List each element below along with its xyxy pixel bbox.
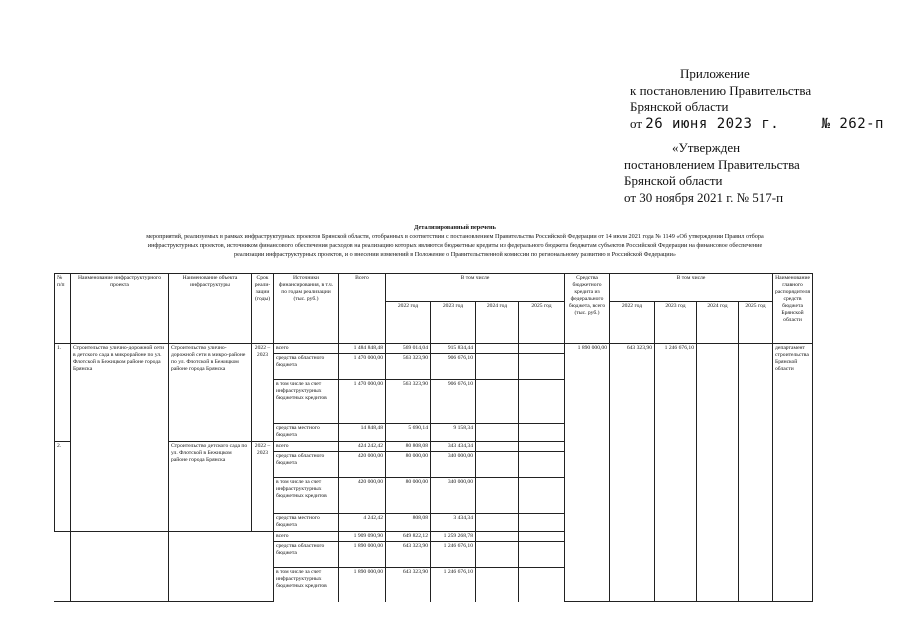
row2-total-0: 424 242,42 <box>339 442 386 452</box>
row1-2025-2 <box>519 380 565 424</box>
row2-source-2: в том числе за счет инфраструктурных бюджетных кредитов <box>274 478 339 514</box>
row1-2022-1: 563 323,90 <box>386 354 431 380</box>
credit-total: 1 890 000,00 <box>565 344 610 602</box>
approved-block <box>624 140 884 206</box>
row1-source-3: средства местного бюджета <box>274 424 339 442</box>
title-heading: Детализированный перечень <box>414 224 496 231</box>
row1-2023-1: 906 676,10 <box>431 354 476 380</box>
header-2024: 2024 год <box>476 302 519 344</box>
row1-2025-0 <box>519 344 565 354</box>
row1-2024-3 <box>476 424 519 442</box>
totals-2023-0: 1 259 268,78 <box>431 532 476 542</box>
approved-title: «Утвержден <box>672 140 741 155</box>
row2-2022-2: 80 000,00 <box>386 478 431 514</box>
header-source: Источники финансирования, в т.ч. по годам реализации (тыс. руб.) <box>274 274 339 344</box>
row2-2025-1 <box>519 452 565 478</box>
totals-total-2: 1 890 000,00 <box>339 568 386 602</box>
totals-2022-2: 643 323,90 <box>386 568 431 602</box>
row1-object: Строительство улично-дорожной сети в микро-районе по ул. Флотской в Бежицком районе города Брянска <box>169 344 252 442</box>
row2-2025-3 <box>519 514 565 532</box>
approved-line-2: постановлением Правительства <box>624 156 800 172</box>
totals-2024-1 <box>476 542 519 568</box>
header-row-1 <box>55 274 898 302</box>
row2-2024-2 <box>476 478 519 514</box>
header-total: Всего <box>339 274 386 344</box>
totals-2023-2: 1 246 676,10 <box>431 568 476 602</box>
header-2022: 2022 год <box>386 302 431 344</box>
header-credit: Средства бюджетного кредита из федерального бюджета, всего (тыс. руб.) <box>565 274 610 344</box>
totals-2025-1 <box>519 542 565 568</box>
credit-2024 <box>697 344 739 602</box>
row2-2023-3: 3 434,34 <box>431 514 476 532</box>
header-2023: 2023 год <box>431 302 476 344</box>
row2-2023-2: 340 000,00 <box>431 478 476 514</box>
appendix-date <box>630 116 779 133</box>
row1-source-1: средства областного бюджета <box>274 354 339 380</box>
totals-object-blank <box>169 532 274 602</box>
date-value: 26 июня 2023 г. <box>645 115 780 132</box>
row1-total-2: 1 470 000,00 <box>339 380 386 424</box>
row2-2023-0: 343 434,34 <box>431 442 476 452</box>
row1-2024-0 <box>476 344 519 354</box>
totals-2024-0 <box>476 532 519 542</box>
row1-2025-1 <box>519 354 565 380</box>
date-prefix: от <box>630 115 643 131</box>
header-credit-2023: 2023 год <box>655 302 697 344</box>
title-line-1: мероприятий, реализуемых в рамках инфраструктурных проектов Брянской области, отобранных в соответствии с постановлением Правительства Российской Федерации от 14 июля 2021 года № 1149 «Об утверждении Правил отбора <box>146 233 764 240</box>
row2-2022-0: 80 808,08 <box>386 442 431 452</box>
table-row <box>55 344 898 354</box>
row1-source-0: всего <box>274 344 339 354</box>
header-num: № п/п <box>55 274 71 344</box>
document-title <box>60 223 850 259</box>
totals-total-1: 1 890 000,00 <box>339 542 386 568</box>
row2-2024-3 <box>476 514 519 532</box>
title-line-2: инфраструктурных проектов, источником финансового обеспечения расходов на реализацию которых являются бюджетные кредиты из федерального бюджета бюджетам субъектов Российской Федерации на финансовое обеспечение <box>147 242 763 249</box>
row1-total-1: 1 470 000,00 <box>339 354 386 380</box>
manager: департамент строительства Брянской области <box>773 344 813 602</box>
row1-total-3: 14 848,48 <box>339 424 386 442</box>
header-object: Наименование объекта инфраструктуры <box>169 274 252 344</box>
row1-2025-3 <box>519 424 565 442</box>
row2-2024-1 <box>476 452 519 478</box>
row2-total-1: 420 000,00 <box>339 452 386 478</box>
row2-total-3: 4 242,42 <box>339 514 386 532</box>
row1-total-0: 1 484 848,48 <box>339 344 386 354</box>
row1-2024-2 <box>476 380 519 424</box>
row2-2025-0 <box>519 442 565 452</box>
row1-2022-0: 569 014,04 <box>386 344 431 354</box>
appendix-date-row <box>624 116 884 133</box>
row2-source-0: всего <box>274 442 339 452</box>
totals-total-0: 1 909 090,90 <box>339 532 386 542</box>
row1-source-2: в том числе за счет инфраструктурных бюджетных кредитов <box>274 380 339 424</box>
header-incl-credit: В том числе <box>610 274 773 302</box>
appendix-line-3: Брянской области <box>630 99 729 114</box>
row2-2022-1: 80 000,00 <box>386 452 431 478</box>
row2-2023-1: 340 000,00 <box>431 452 476 478</box>
row1-2023-0: 915 834,44 <box>431 344 476 354</box>
row2-source-3: средства местного бюджета <box>274 514 339 532</box>
row1-2022-3: 5 690,14 <box>386 424 431 442</box>
header-manager: Наименование главного распорядителя средств бюджета Брянской области <box>773 274 813 344</box>
approved-line-4: от 30 ноября 2021 г. № 517-п <box>624 189 784 205</box>
header-credit-2022: 2022 год <box>610 302 655 344</box>
appendix-title: Приложение <box>680 66 750 81</box>
credit-2022: 643 323,90 <box>610 344 655 602</box>
totals-2025-0 <box>519 532 565 542</box>
totals-num-blank <box>55 532 71 602</box>
title-line-3: реализации инфраструктурных проектов, и о внесении изменений в Положение о Правительственной комиссии по региональному развитию в Российской Федерации» <box>234 251 676 258</box>
row2-2024-0 <box>476 442 519 452</box>
header-incl: В том числе <box>386 274 565 302</box>
row2-2025-2 <box>519 478 565 514</box>
totals-2023-1: 1 246 676,10 <box>431 542 476 568</box>
approved-line-3: Брянской области <box>624 173 723 188</box>
row2-2022-3: 808,08 <box>386 514 431 532</box>
totals-2022-1: 643 323,90 <box>386 542 431 568</box>
header-credit-2024: 2024 год <box>697 302 739 344</box>
row1-num: 1. <box>55 344 71 442</box>
row1-project: Строительство улично-дорожной сети в детского сада в микрорайоне по ул. Флотской в Бежицком районе города Брянска <box>71 344 169 532</box>
totals-source-2: в том числе за счет инфраструктурных бюджетных кредитов <box>274 568 339 602</box>
row1-term: 2022 – 2023 <box>252 344 274 442</box>
projects-table <box>54 273 898 602</box>
row2-num: 2. <box>55 442 71 532</box>
row1-2022-2: 563 323,90 <box>386 380 431 424</box>
totals-2025-2 <box>519 568 565 602</box>
credit-2023: 1 246 676,10 <box>655 344 697 602</box>
resolution-number: № 262-п <box>821 115 884 132</box>
header-credit-2025: 2025 год <box>739 302 773 344</box>
row2-total-2: 420 000,00 <box>339 478 386 514</box>
totals-source-0: всего <box>274 532 339 542</box>
appendix-block <box>624 66 884 132</box>
totals-project-blank <box>71 532 169 602</box>
header-2025: 2025 год <box>519 302 565 344</box>
totals-2022-0: 649 822,12 <box>386 532 431 542</box>
row1-2023-2: 906 676,10 <box>431 380 476 424</box>
appendix-line-2: к постановлению Правительства <box>630 82 812 98</box>
header-project: Наименование инфраструктурного проекта <box>71 274 169 344</box>
row2-source-1: средства областного бюджета <box>274 452 339 478</box>
totals-2024-2 <box>476 568 519 602</box>
row2-object: Строительство детского сада по ул. Флотской в Бежицком районе города Брянска <box>169 442 252 532</box>
header-term: Срок реали-зации (годы) <box>252 274 274 344</box>
row2-term: 2022 – 2023 <box>252 442 274 532</box>
credit-2025 <box>739 344 773 602</box>
totals-source-1: средства областного бюджета <box>274 542 339 568</box>
row1-2024-1 <box>476 354 519 380</box>
row1-2023-3: 9 158,34 <box>431 424 476 442</box>
